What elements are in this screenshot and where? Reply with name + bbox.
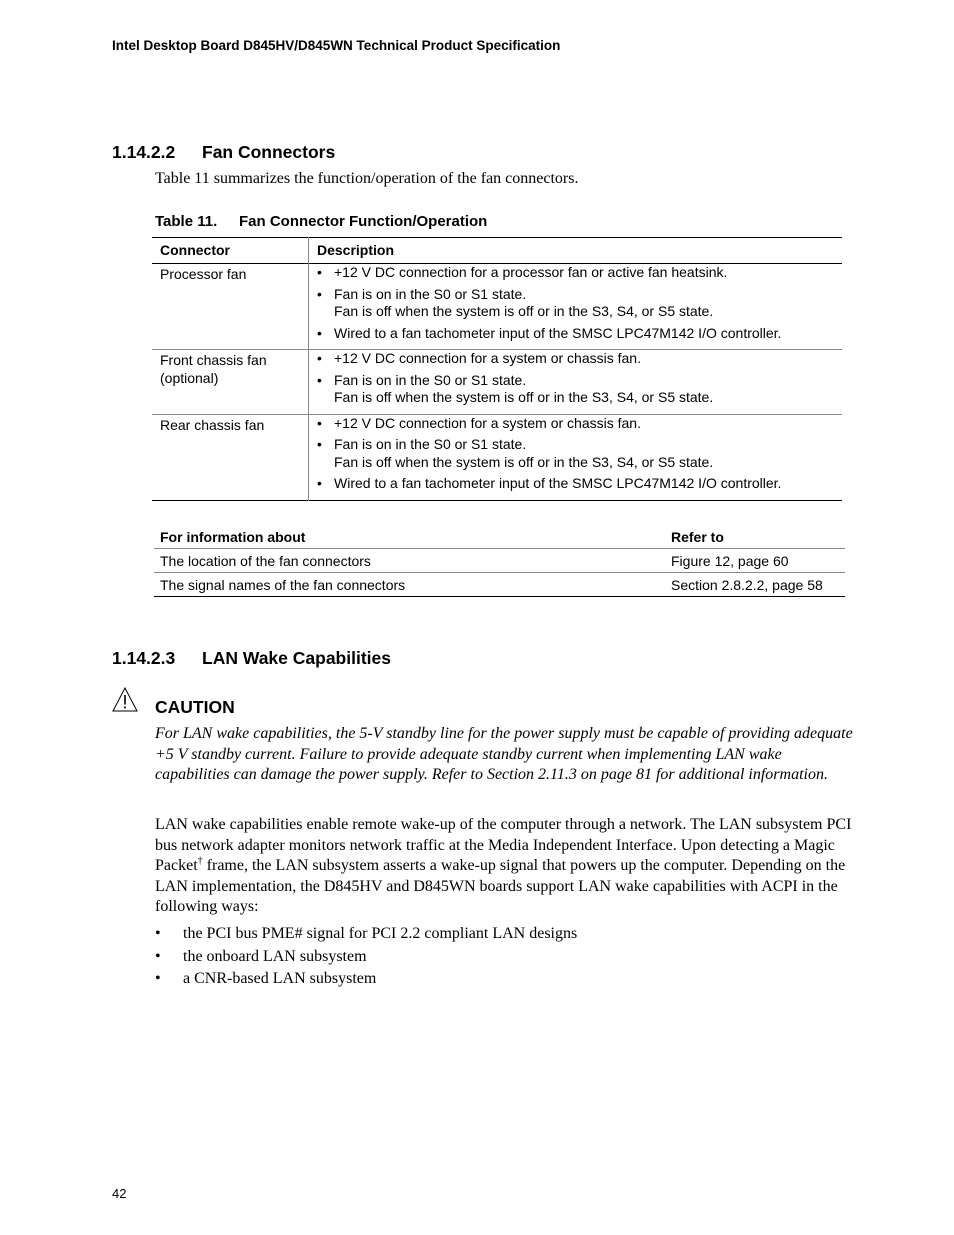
section-title: Fan Connectors	[202, 142, 336, 162]
connector-cell	[152, 414, 309, 500]
reference-table	[154, 525, 845, 597]
ref-topic: The location of the fan connectors	[160, 552, 371, 569]
connector-cell	[152, 350, 309, 415]
description-item	[317, 286, 842, 321]
bullet-icon: •	[317, 414, 322, 431]
ref-table-row	[154, 573, 845, 597]
ref-table-row	[154, 549, 845, 573]
description-text: +12 V DC connection for a processor fan or active fan heatsink.	[334, 264, 728, 280]
description-text: +12 V DC connection for a system or chassis fan.	[334, 350, 641, 366]
column-header-info: For information about	[160, 528, 306, 545]
description-item	[317, 325, 842, 343]
description-text: Wired to a fan tachometer input of the SMSC LPC47M142 I/O controller.	[334, 475, 782, 491]
section-heading-lan-wake	[112, 648, 391, 669]
column-header-refer-to: Refer to	[671, 528, 724, 545]
description-item	[317, 372, 842, 407]
lan-wake-bullet-list	[155, 923, 577, 991]
section-heading-fan-connectors	[112, 142, 335, 163]
description-text: Fan is off when the system is off or in the S3, S4, or S5 state.	[334, 303, 714, 319]
connector-cell	[152, 264, 309, 350]
list-item-text: the PCI bus PME# signal for PCI 2.2 compliant LAN designs	[183, 925, 578, 942]
lan-wake-paragraph	[155, 815, 855, 918]
list-item	[155, 968, 577, 991]
bullet-icon: •	[155, 925, 161, 942]
list-item	[155, 923, 577, 946]
table-row	[152, 350, 842, 415]
section-number: 1.14.2.3	[112, 648, 176, 668]
bullet-icon: •	[317, 475, 322, 491]
section-number: 1.14.2.2	[112, 142, 176, 162]
section-title: LAN Wake Capabilities	[202, 648, 391, 668]
description-text: Fan is on in the S0 or S1 state.	[334, 371, 527, 388]
ref-target: Figure 12, page 60	[671, 552, 789, 569]
paragraph-text-part1: LAN wake capabilities enable remote wake-up of the computer through a network. The LAN subsystem PCI bus network adapter monitors network traffic at the Media Independent Interface. Upon detecting a Magic Packet	[155, 816, 852, 874]
bullet-icon: •	[317, 371, 322, 388]
bullet-icon: •	[155, 947, 161, 965]
page-number: 42	[112, 1186, 127, 1201]
description-cell	[309, 350, 843, 415]
column-header-description: Description	[317, 242, 395, 258]
bullet-icon: •	[155, 970, 161, 987]
column-header-connector: Connector	[152, 238, 309, 264]
connector-name-line: (optional)	[160, 370, 219, 386]
description-list	[317, 415, 842, 500]
bullet-icon: •	[317, 436, 322, 452]
description-cell	[309, 414, 843, 500]
description-item	[317, 415, 842, 433]
bullet-icon: •	[317, 350, 322, 366]
description-item	[317, 475, 842, 493]
list-item	[155, 946, 577, 969]
description-text: Fan is off when the system is off or in the S3, S4, or S5 state.	[334, 453, 714, 470]
table-caption-number: Table 11.	[155, 213, 218, 230]
description-list	[317, 264, 842, 349]
description-text: Wired to a fan tachometer input of the SMSC LPC47M142 I/O controller.	[334, 324, 782, 341]
description-item	[317, 350, 842, 368]
connector-name-line: Rear chassis fan	[160, 416, 265, 433]
connector-name-line: Processor fan	[160, 266, 247, 282]
description-text: Fan is off when the system is off or in the S3, S4, or S5 state.	[334, 389, 714, 405]
description-item	[317, 264, 842, 282]
section-intro-text: Table 11 summarizes the function/operation of the fan connectors.	[155, 170, 579, 187]
description-text: Fan is on in the S0 or S1 state.	[334, 436, 527, 452]
bullet-icon: •	[317, 285, 322, 302]
bullet-icon: •	[317, 324, 322, 341]
description-item	[317, 436, 842, 471]
ref-table-header-row	[154, 525, 845, 549]
dagger-footnote-mark: †	[197, 855, 203, 867]
table-header-row	[152, 238, 842, 264]
bullet-icon: •	[317, 264, 322, 280]
paragraph-text-part2: frame, the LAN subsystem asserts a wake-up signal that powers up the computer. Depending on the LAN implementation, the D845HV and D845WN boards support LAN wake capabilities with ACPI in the following ways:	[155, 857, 846, 915]
connector-name-line: Front chassis fan	[160, 352, 267, 368]
list-item-text: a CNR-based LAN subsystem	[183, 970, 377, 987]
caution-text: For LAN wake capabilities, the 5-V standby line for the power supply must be capable of providing adequate +5 V standby current. Failure to provide adequate standby current when implementing LAN wake capabilities can damage the power supply. Refer to Section 2.11.3 on page 81 for additional information.	[155, 725, 853, 783]
table-row	[152, 414, 842, 500]
caution-warning-icon	[112, 687, 138, 713]
caution-title: CAUTION	[155, 697, 235, 717]
table-row	[152, 264, 842, 350]
description-cell	[309, 264, 843, 350]
table-caption-title: Fan Connector Function/Operation	[239, 213, 488, 230]
ref-target: Section 2.8.2.2, page 58	[671, 576, 823, 593]
fan-connector-table	[152, 237, 842, 501]
description-text: Fan is on in the S0 or S1 state.	[334, 285, 527, 302]
table-caption	[155, 213, 487, 230]
description-text: +12 V DC connection for a system or chassis fan.	[334, 414, 641, 431]
document-header: Intel Desktop Board D845HV/D845WN Technical Product Specification	[112, 38, 561, 53]
list-item-text: the onboard LAN subsystem	[183, 947, 367, 965]
ref-topic: The signal names of the fan connectors	[160, 576, 406, 593]
description-list	[317, 350, 842, 414]
